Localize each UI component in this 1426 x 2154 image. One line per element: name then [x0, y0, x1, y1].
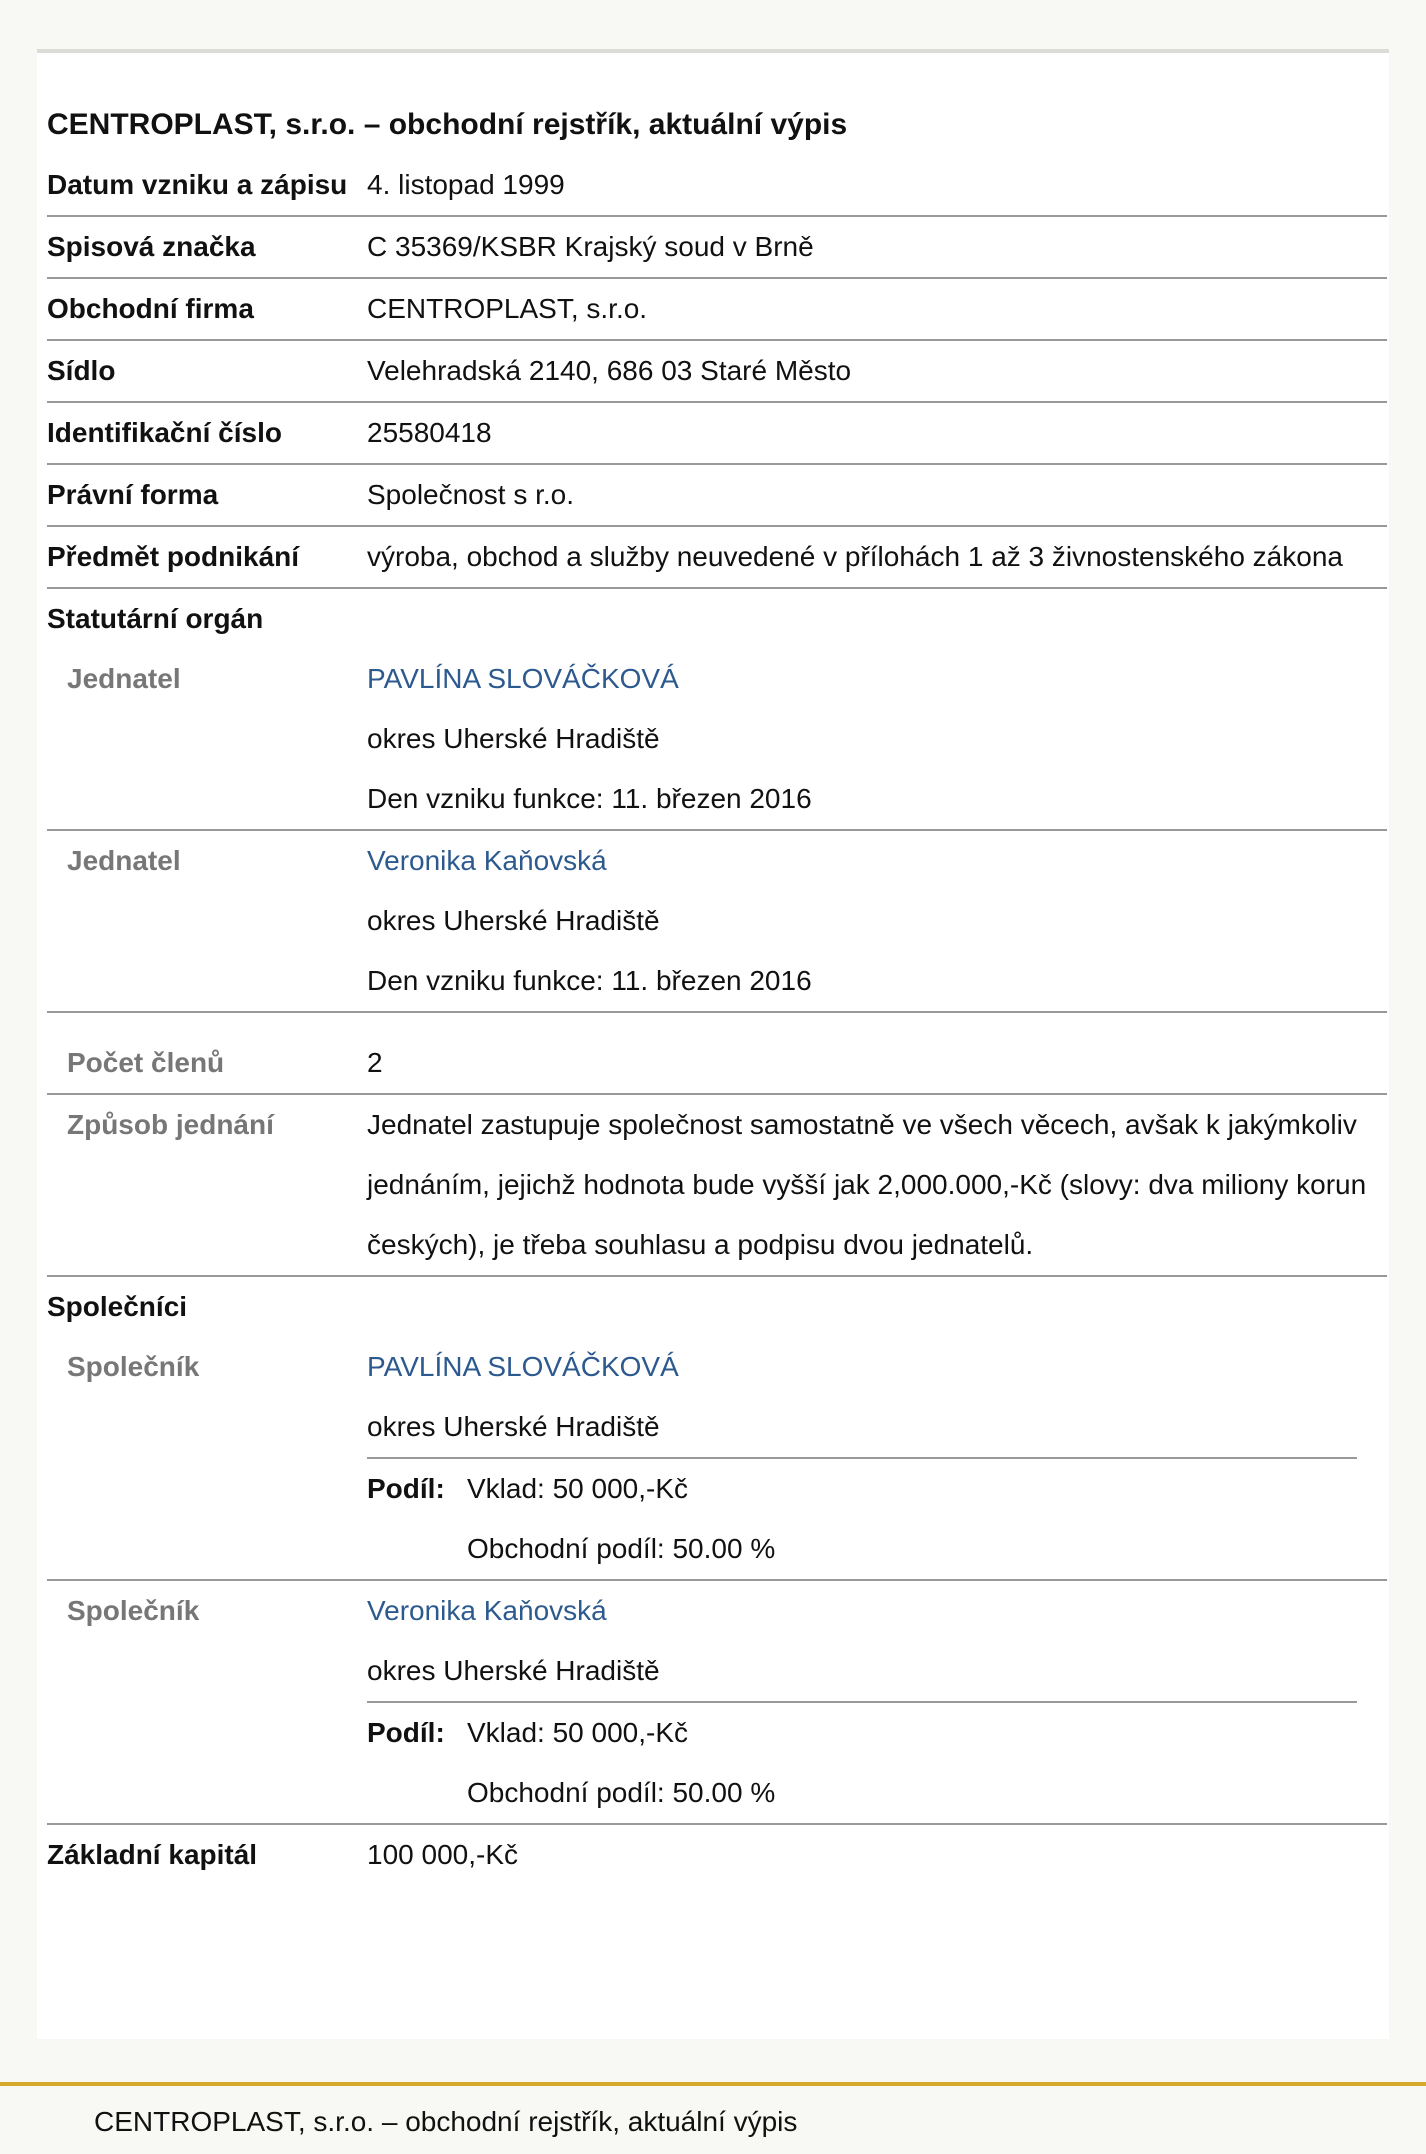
- podil-vklad: Vklad: 50 000,-Kč: [467, 1717, 689, 1748]
- row-zakladni-kapital: [47, 1824, 1387, 1885]
- member-role: Jednatel: [47, 830, 367, 1012]
- label-predmet-podnikani: Předmět podnikání: [47, 526, 367, 588]
- label-datum-vzniku: Datum vzniku a zápisu: [47, 155, 367, 216]
- label-obchodni-firma: Obchodní firma: [47, 278, 367, 340]
- label-pocet-clenu: Počet členů: [47, 1012, 367, 1094]
- spolecnik-role: Společník: [47, 1337, 367, 1580]
- member-name-link[interactable]: PAVLÍNA SLOVÁČKOVÁ: [367, 663, 679, 694]
- podil-label: Podíl:: [367, 1717, 445, 1748]
- section-spolecnici: [47, 1276, 1387, 1337]
- member-district: okres Uherské Hradiště: [367, 905, 660, 936]
- label-pravni-forma: Právní forma: [47, 464, 367, 526]
- member-details: [367, 830, 1387, 1012]
- spolecnik-district: okres Uherské Hradiště: [367, 1397, 1357, 1459]
- value-pocet-clenu: 2: [367, 1012, 1387, 1094]
- podil-obchodni: Obchodní podíl: 50.00 %: [467, 1533, 776, 1564]
- spolecnik-details: [367, 1337, 1387, 1580]
- page-title: CENTROPLAST, s.r.o. – obchodní rejstřík, aktuální výpis: [47, 108, 848, 141]
- podil-vklad: Vklad: 50 000,-Kč: [467, 1473, 689, 1504]
- podil-values: [467, 1459, 775, 1579]
- member-details: [367, 649, 1387, 830]
- member-since: Den vzniku funkce: 11. březen 2016: [367, 965, 812, 996]
- section-statutarni-organ: [47, 588, 1387, 649]
- label-sidlo: Sídlo: [47, 340, 367, 402]
- value-zakladni-kapital: 100 000,-Kč: [367, 1839, 518, 1870]
- podil-values: [467, 1703, 775, 1823]
- member-role: Jednatel: [47, 649, 367, 830]
- spolecnik-details: [367, 1580, 1387, 1824]
- member-name-link[interactable]: Veronika Kaňovská: [367, 845, 607, 876]
- row-pocet-clenu: [47, 1012, 1387, 1094]
- label-zpusob-jednani: Způsob jednání: [47, 1094, 367, 1276]
- spolecnik-name-link[interactable]: PAVLÍNA SLOVÁČKOVÁ: [367, 1351, 679, 1382]
- label-spisova-znacka: Spisová značka: [47, 216, 367, 278]
- row-predmet-podnikani: [47, 526, 1387, 588]
- section-heading-statutarni: Statutární orgán: [47, 603, 264, 634]
- row-spisova-znacka: [47, 216, 1387, 278]
- row-sidlo: [47, 340, 1387, 402]
- row-identifikacni-cislo: [47, 402, 1387, 464]
- member-district: okres Uherské Hradiště: [367, 723, 660, 754]
- value-obchodni-firma: CENTROPLAST, s.r.o.: [367, 278, 1387, 340]
- podil-table: [367, 1703, 775, 1823]
- footer-title: CENTROPLAST, s.r.o. – obchodní rejstřík, aktuální výpis: [94, 2106, 798, 2137]
- value-predmet-podnikani: výroba, obchod a služby neuvedené v přílohách 1 až 3 živnostenského zákona: [367, 526, 1387, 588]
- spolecnik-row: [47, 1337, 1387, 1580]
- podil-obchodni: Obchodní podíl: 50.00 %: [467, 1777, 776, 1808]
- register-table: [47, 155, 1387, 1885]
- row-obchodni-firma: [47, 278, 1387, 340]
- section-heading-spolecnici: Společníci: [47, 1291, 188, 1322]
- value-sidlo: Velehradská 2140, 686 03 Staré Město: [367, 340, 1387, 402]
- statutarni-member-row: [47, 649, 1387, 830]
- label-zakladni-kapital: Základní kapitál: [47, 1839, 258, 1870]
- spolecnik-district: okres Uherské Hradiště: [367, 1641, 1357, 1703]
- spolecnik-name-link[interactable]: Veronika Kaňovská: [367, 1595, 607, 1626]
- spolecnik-row: [47, 1580, 1387, 1824]
- value-zpusob-jednani: Jednatel zastupuje společnost samostatně ve všech věcech, avšak k jakýmkoliv jednáním, jejichž hodnota bude vyšší jak 2,000.000,-Kč (slovy: dva miliony korun českých), je třeba souhlasu a podpisu dvou jednatelů.: [367, 1094, 1387, 1276]
- value-datum-vzniku: 4. listopad 1999: [367, 155, 1387, 216]
- spolecnik-role: Společník: [47, 1580, 367, 1824]
- podil-label: Podíl:: [367, 1473, 445, 1504]
- value-identifikacni-cislo: 25580418: [367, 402, 1387, 464]
- register-extract-page: [37, 49, 1389, 2039]
- statutarni-member-row: [47, 830, 1387, 1012]
- footer-bar: [0, 2082, 1426, 2154]
- label-identifikacni-cislo: Identifikační číslo: [47, 402, 367, 464]
- row-datum-vzniku: [47, 155, 1387, 216]
- row-zpusob-jednani: [47, 1094, 1387, 1276]
- podil-table: [367, 1459, 775, 1579]
- row-pravni-forma: [47, 464, 1387, 526]
- value-pravni-forma: Společnost s r.o.: [367, 464, 1387, 526]
- member-since: Den vzniku funkce: 11. březen 2016: [367, 783, 812, 814]
- value-spisova-znacka: C 35369/KSBR Krajský soud v Brně: [367, 216, 1387, 278]
